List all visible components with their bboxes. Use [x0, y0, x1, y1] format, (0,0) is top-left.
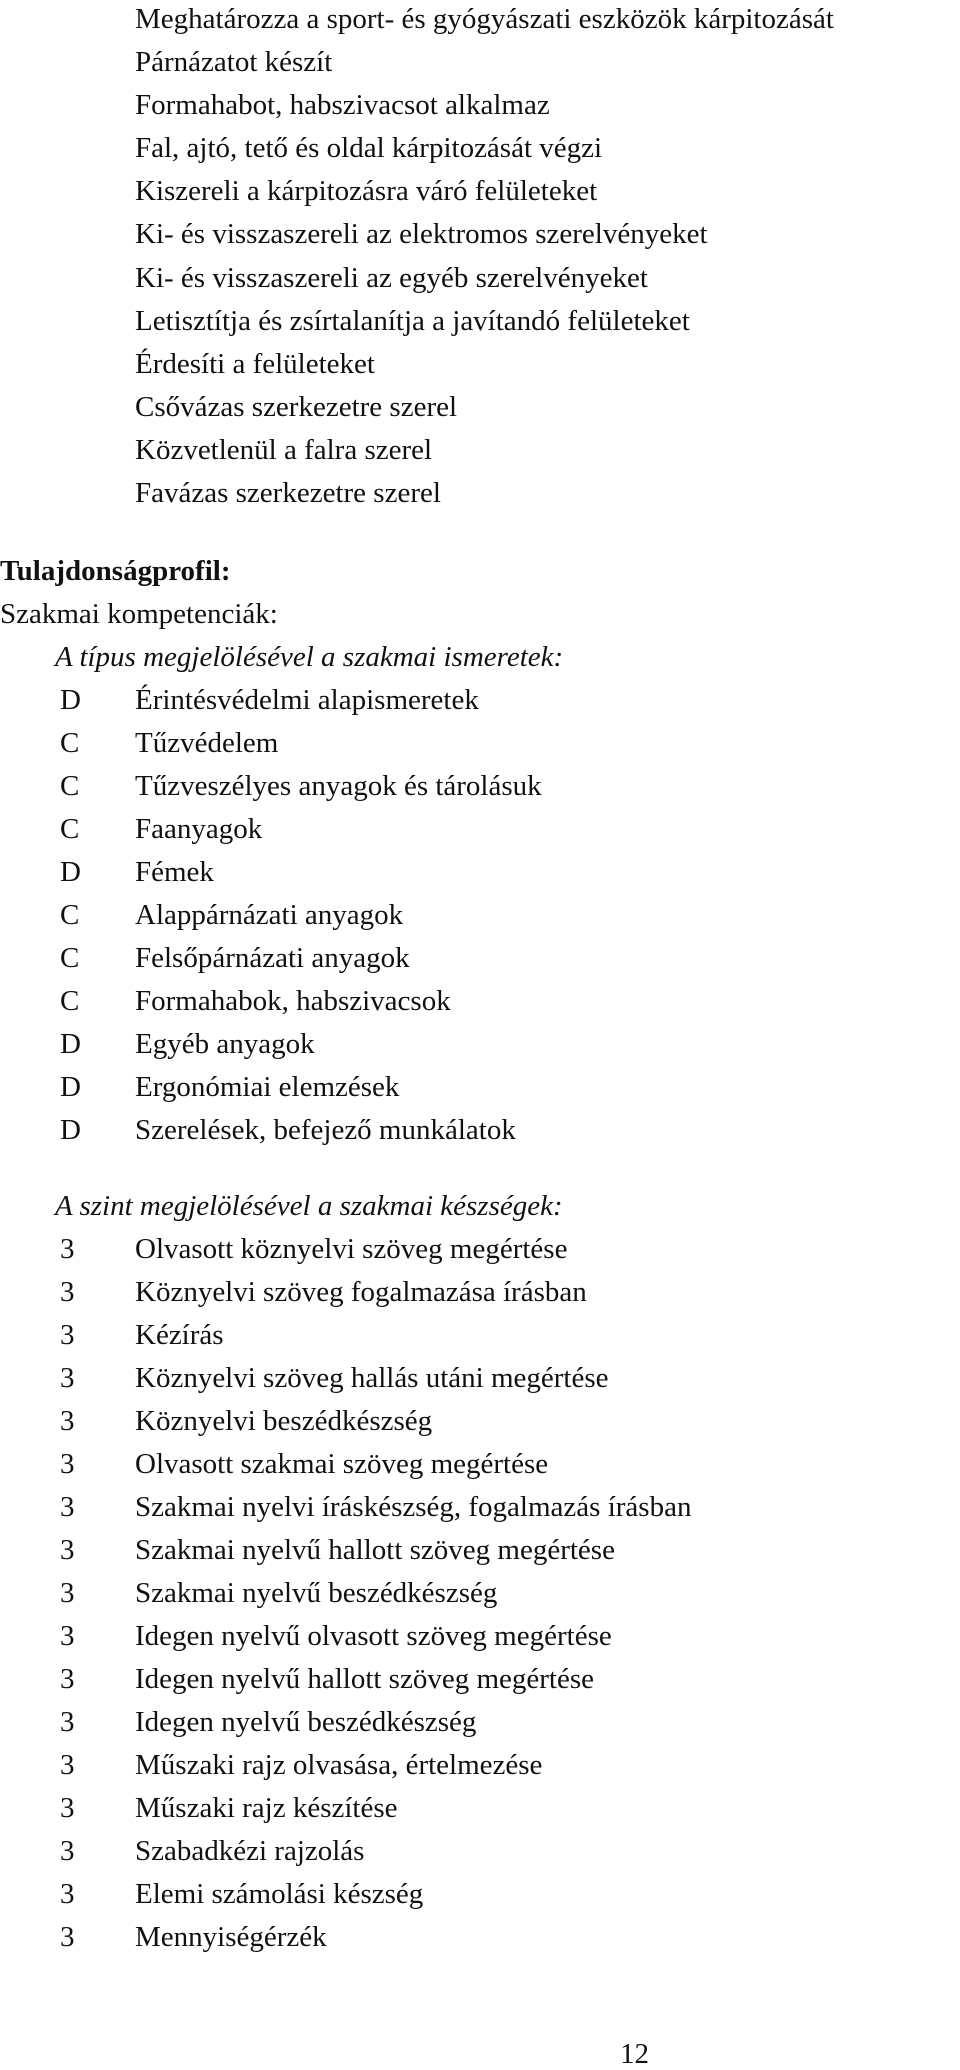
knowledge-row: [0, 1030, 960, 1064]
task-line: Érdesíti a felületeket: [135, 348, 375, 380]
skill-level: 3: [60, 1792, 75, 1824]
knowledge-label: Tűzveszélyes anyagok és tárolásuk: [135, 770, 542, 802]
skill-level: 3: [60, 1620, 75, 1652]
skill-label: Idegen nyelvű beszédkészség: [135, 1706, 477, 1738]
skill-label: Köznyelvi szöveg hallás utáni megértése: [135, 1362, 609, 1394]
knowledge-code: C: [60, 899, 80, 931]
knowledge-code: C: [60, 813, 80, 845]
skill-row: [0, 1450, 960, 1484]
skill-row: [0, 1665, 960, 1699]
task-line: Fal, ajtó, tető és oldal kárpitozását végzi: [135, 132, 603, 164]
skill-level: 3: [60, 1233, 75, 1265]
skill-label: Szakmai nyelvi íráskészség, fogalmazás írásban: [135, 1491, 692, 1523]
task-line: Csővázas szerkezetre szerel: [135, 391, 458, 423]
skill-label: Szabadkézi rajzolás: [135, 1835, 365, 1867]
task-line: Párnázatot készít: [135, 46, 333, 78]
skill-level: 3: [60, 1405, 75, 1437]
skill-label: Mennyiségérzék: [135, 1921, 327, 1953]
skill-level: 3: [60, 1577, 75, 1609]
skill-row: [0, 1579, 960, 1613]
skill-row: [0, 1751, 960, 1785]
skill-level: 3: [60, 1491, 75, 1523]
knowledge-code: D: [60, 1071, 81, 1103]
skill-row: [0, 1493, 960, 1527]
skill-level: 3: [60, 1878, 75, 1910]
skill-row: [0, 1235, 960, 1269]
skill-level: 3: [60, 1534, 75, 1566]
task-line: Ki- és visszaszereli az elektromos szerelvényeket: [135, 218, 708, 250]
knowledge-row: [0, 686, 960, 720]
skill-row: [0, 1321, 960, 1355]
knowledge-code: D: [60, 856, 81, 888]
skill-row: [0, 1880, 960, 1914]
skill-row: [0, 1622, 960, 1656]
knowledge-code: C: [60, 770, 80, 802]
skill-label: Köznyelvi szöveg fogalmazása írásban: [135, 1276, 587, 1308]
skill-level: 3: [60, 1448, 75, 1480]
knowledge-code: C: [60, 727, 80, 759]
knowledge-code: D: [60, 1028, 81, 1060]
knowledge-code: C: [60, 985, 80, 1017]
skill-label: Olvasott köznyelvi szöveg megértése: [135, 1233, 568, 1265]
knowledge-code: D: [60, 1114, 81, 1146]
knowledge-heading: A típus megjelölésével a szakmai ismeretek:: [55, 641, 564, 673]
page-number: 12: [620, 2038, 649, 2070]
skills-heading: A szint megjelölésével a szakmai készségek:: [55, 1190, 563, 1222]
skill-label: Műszaki rajz olvasása, értelmezése: [135, 1749, 543, 1781]
knowledge-label: Ergonómiai elemzések: [135, 1071, 400, 1103]
profile-title: Tulajdonságprofil:: [0, 555, 231, 587]
knowledge-label: Felsőpárnázati anyagok: [135, 942, 410, 974]
skill-row: [0, 1837, 960, 1871]
knowledge-row: [0, 987, 960, 1021]
knowledge-row: [0, 901, 960, 935]
knowledge-row: [0, 1073, 960, 1107]
task-line: Közvetlenül a falra szerel: [135, 434, 433, 466]
knowledge-label: Érintésvédelmi alapismeretek: [135, 684, 479, 716]
skill-row: [0, 1407, 960, 1441]
skill-level: 3: [60, 1362, 75, 1394]
skill-level: 3: [60, 1276, 75, 1308]
skill-label: Olvasott szakmai szöveg megértése: [135, 1448, 549, 1480]
skill-row: [0, 1708, 960, 1742]
skill-label: Szakmai nyelvű beszédkészség: [135, 1577, 498, 1609]
task-line: Meghatározza a sport- és gyógyászati eszközök kárpitozását: [135, 3, 834, 35]
skill-label: Kézírás: [135, 1319, 224, 1351]
skill-label: Idegen nyelvű olvasott szöveg megértése: [135, 1620, 612, 1652]
knowledge-row: [0, 772, 960, 806]
knowledge-code: D: [60, 684, 81, 716]
skill-label: Elemi számolási készség: [135, 1878, 424, 1910]
skill-level: 3: [60, 1706, 75, 1738]
knowledge-row: [0, 1116, 960, 1150]
skill-row: [0, 1923, 960, 1957]
skill-level: 3: [60, 1663, 75, 1695]
skill-label: Köznyelvi beszédkészség: [135, 1405, 433, 1437]
knowledge-label: Egyéb anyagok: [135, 1028, 315, 1060]
skill-level: 3: [60, 1835, 75, 1867]
skill-level: 3: [60, 1749, 75, 1781]
knowledge-label: Szerelések, befejező munkálatok: [135, 1114, 516, 1146]
skill-row: [0, 1278, 960, 1312]
skill-level: 3: [60, 1319, 75, 1351]
skill-level: 3: [60, 1921, 75, 1953]
skill-row: [0, 1536, 960, 1570]
knowledge-row: [0, 858, 960, 892]
skill-label: Műszaki rajz készítése: [135, 1792, 398, 1824]
knowledge-label: Formahabok, habszivacsok: [135, 985, 451, 1017]
task-line: Letisztítja és zsírtalanítja a javítandó felületeket: [135, 305, 690, 337]
knowledge-label: Alappárnázati anyagok: [135, 899, 404, 931]
skill-label: Idegen nyelvű hallott szöveg megértése: [135, 1663, 595, 1695]
skill-label: Szakmai nyelvű hallott szöveg megértése: [135, 1534, 615, 1566]
skill-row: [0, 1364, 960, 1398]
knowledge-row: [0, 944, 960, 978]
profile-subtitle: Szakmai kompetenciák:: [0, 598, 278, 630]
knowledge-row: [0, 815, 960, 849]
skill-row: [0, 1794, 960, 1828]
task-line: Ki- és visszaszereli az egyéb szerelvényeket: [135, 262, 648, 294]
knowledge-label: Faanyagok: [135, 813, 263, 845]
task-line: Formahabot, habszivacsot alkalmaz: [135, 89, 550, 121]
knowledge-label: Fémek: [135, 856, 214, 888]
knowledge-label: Tűzvédelem: [135, 727, 279, 759]
knowledge-code: C: [60, 942, 80, 974]
knowledge-row: [0, 729, 960, 763]
task-line: Kiszereli a kárpitozásra váró felületeket: [135, 175, 598, 207]
task-line: Favázas szerkezetre szerel: [135, 477, 441, 509]
